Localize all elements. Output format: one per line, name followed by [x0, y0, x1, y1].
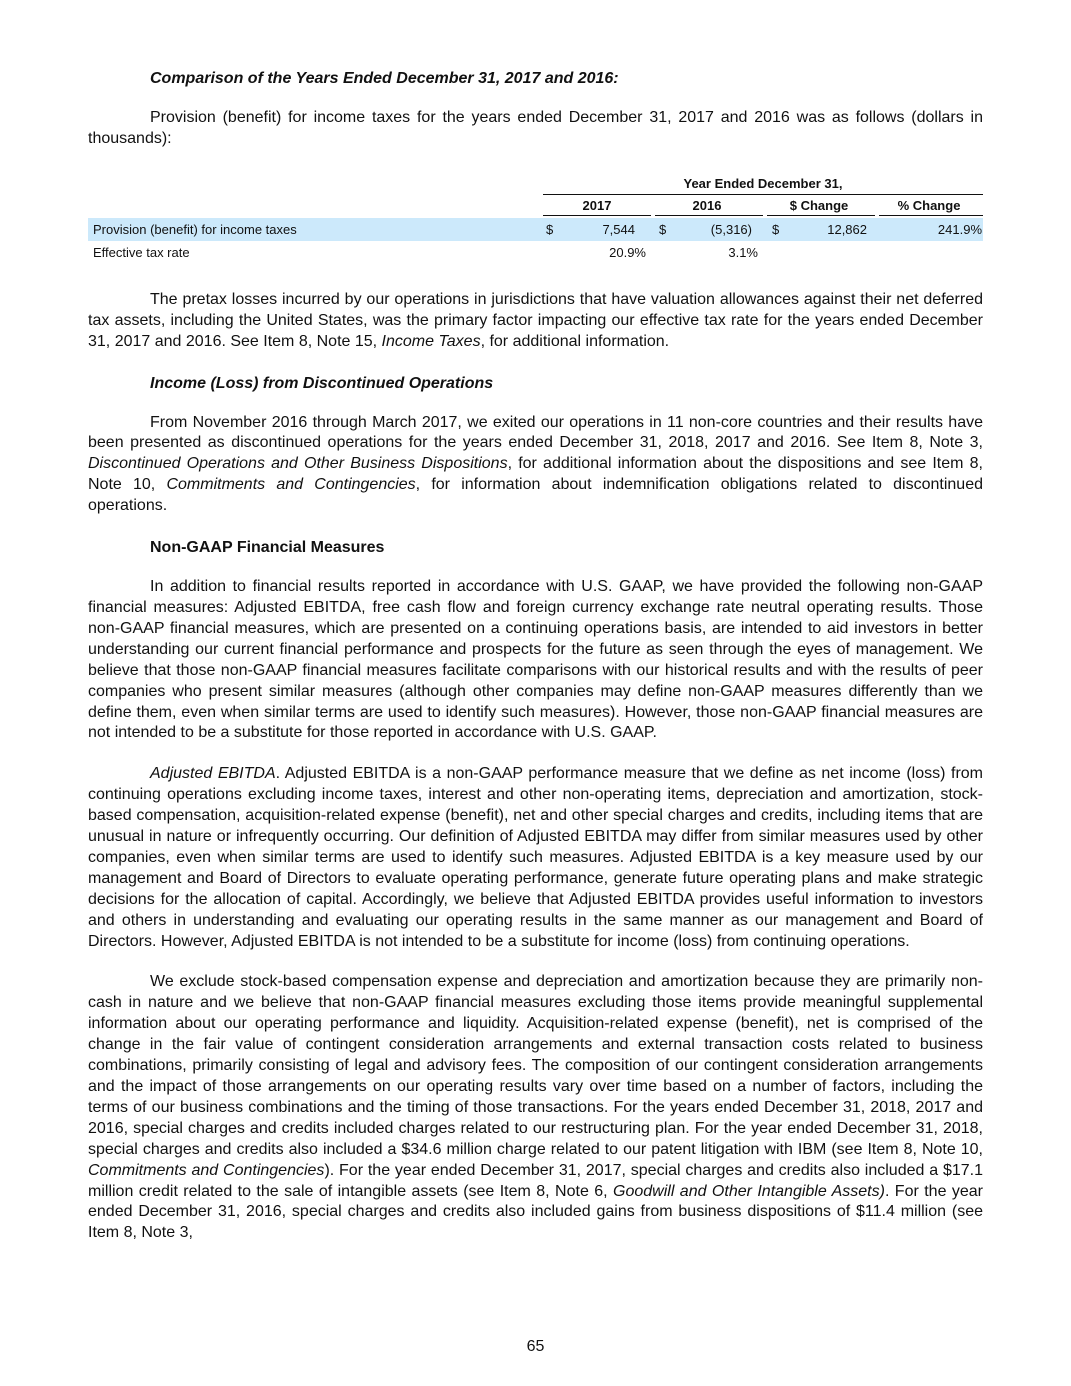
column-rule	[543, 215, 651, 216]
value-dollar-change: 12,862	[827, 221, 867, 237]
row-label: Provision (benefit) for income taxes	[93, 221, 297, 237]
document-page	[88, 68, 983, 1264]
table-header	[88, 170, 983, 218]
row-label: Effective tax rate	[93, 244, 190, 260]
pretax-paragraph	[88, 290, 983, 353]
paragraph-text: . Adjusted EBITDA is a non-GAAP performance measure that we define as net income (loss) from continuing operations excluding income taxes, interest and other non-operating items, depreciation and amortization, stock-based compensation, acquisition-related expense (benefit), net and other special charges and credits, including items that are unusual in nature or infrequently occurring. Our definition of Adjusted EBITDA may differ from similar measures used by other companies, even when similar terms are used to identify such measures. Adjusted EBITDA is a key measure used by our management and Board of Directors to evaluate operating performance, generate future operating plans and make strategic decisions for the allocation of capital. Accordingly, we believe that Adjusted EBITDA provides useful information to investors and others in understanding and evaluating our operating results in the same manner as our management and Board of Directors. However, Adjusted EBITDA is not intended to be a substitute for income (loss) from continuing operations.	[88, 765, 984, 950]
column-header-2017: 2017	[582, 197, 612, 213]
discontinued-paragraph	[88, 413, 983, 518]
paragraph-text: ). For the year ended December 31, 2017, special charges and credits also included a $17.1 million credit related to the sale of intangible assets (see Item 8, Note 6,	[88, 1161, 983, 1200]
column-rule	[767, 215, 875, 216]
table-row	[88, 218, 983, 241]
paragraph-text: From November 2016 through March 2017, we exited our operations in 11 non-core countries and their results have been presented as discontinued operations for the years ended December 31, 2018, 2017 and 2016. See Item 8, Note 3,	[88, 413, 983, 452]
section-heading-non-gaap: Non-GAAP Financial Measures	[150, 539, 385, 557]
adjusted-ebitda-paragraph	[88, 764, 983, 952]
non-gaap-paragraph: In addition to financial results reported in accordance with U.S. GAAP, we have provided the following non-GAAP financial measures: Adjusted EBITDA, free cash flow and foreign currency exchange rate neutral operating results. Those non-GAAP financial measures, which are presented on a continuing operations basis, are intended to aid investors in better understanding our current financial performance and prospects for the future as seen through the eyes of management. We believe that those non-GAAP financial measures facilitate comparisons with our historical results and with the results of peer companies who present similar measures (although other companies may define non-GAAP measures differently than we define them, even when similar terms are used to identify such measures). However, those non-GAAP financial measures are not intended to be a substitute for those reported in accordance with U.S. GAAP.	[88, 578, 983, 742]
value-2016: (5,316)	[710, 221, 752, 237]
reference-title: Commitments and Contingencies	[166, 476, 416, 494]
column-header-2016: 2016	[692, 197, 722, 213]
paragraph-text: . For the year ended December 31, 2016, special charges and credits also included gains from business dispositions of $11.4 million (see Item 8, Note 3,	[88, 1182, 984, 1242]
column-header-dollar-change: $ Change	[789, 197, 849, 213]
run-in-heading: Adjusted EBITDA	[150, 765, 276, 783]
reference-title: Commitments and Contingencies	[88, 1161, 325, 1179]
value-percent-change: 241.9%	[937, 221, 982, 237]
table-group-header: Year Ended December 31,	[683, 175, 843, 191]
column-header-percent-change: % Change	[897, 197, 961, 213]
page-number: 65	[526, 1338, 545, 1355]
reference-title: Discontinued Operations and Other Business Dispositions	[88, 455, 508, 473]
column-rule	[879, 215, 983, 216]
value-2016: 3.1%	[728, 244, 758, 260]
section-heading-discontinued: Income (Loss) from Discontinued Operations	[150, 374, 494, 392]
paragraph-text: The pretax losses incurred by our operations in jurisdictions that have valuation allowances against their net deferred tax assets, including the United States, was the primary factor impacting our effective tax rate for the years ended December 31, 2017 and 2016. See Item 8, Note 15,	[88, 290, 983, 350]
paragraph-text: We exclude stock-based compensation expense and depreciation and amortization because they are primarily non-cash in nature and we believe that non-GAAP financial measures excluding those items provide meaningful supplemental information about our operating performance and liquidity. Acquisition-related expense (benefit), net is comprised of the change in the fair value of contingent consideration arrangements and external transaction costs related to business combinations, primarily consisting of legal and advisory fees. The composition of our contingent consideration arrangements and the impact of those arrangements on our operating results vary over time based on a number of factors, including the terms of our business combinations and the timing of those transactions. For the years ended December 31, 2018, 2017 and 2016, special charges and credits included charges related to our restructuring plan. For the year ended December 31, 2018, special charges and credits also included a $34.6 million charge related to our patent litigation with IBM (see Item 8, Note 10,	[88, 973, 983, 1158]
table-row	[88, 241, 983, 264]
paragraph-text: , for information about indemnification obligations related to discontinued operations.	[88, 476, 983, 515]
currency-symbol: $	[772, 221, 780, 237]
paragraph-text: , for additional information about the dispositions and see Item 8, Note 10,	[88, 455, 983, 494]
reference-title: Goodwill and Other Intangible Assets)	[613, 1182, 885, 1200]
section-heading-comparison: Comparison of the Years Ended December 31, 2017 and 2016:	[150, 70, 619, 87]
currency-symbol: $	[546, 221, 554, 237]
value-2017: 20.9%	[609, 244, 646, 260]
paragraph-text: , for additional information.	[480, 332, 670, 350]
tax-intro-paragraph: Provision (benefit) for income taxes for the years ended December 31, 2017 and 2016 was as follows (dollars in thousands):	[88, 109, 983, 147]
currency-symbol: $	[659, 221, 667, 237]
income-tax-table	[88, 170, 983, 264]
exclusions-paragraph	[88, 972, 983, 1244]
reference-title: Income Taxes	[381, 332, 481, 350]
group-header-rule	[543, 194, 983, 195]
value-2017: 7,544	[602, 221, 635, 237]
column-rule	[655, 215, 763, 216]
